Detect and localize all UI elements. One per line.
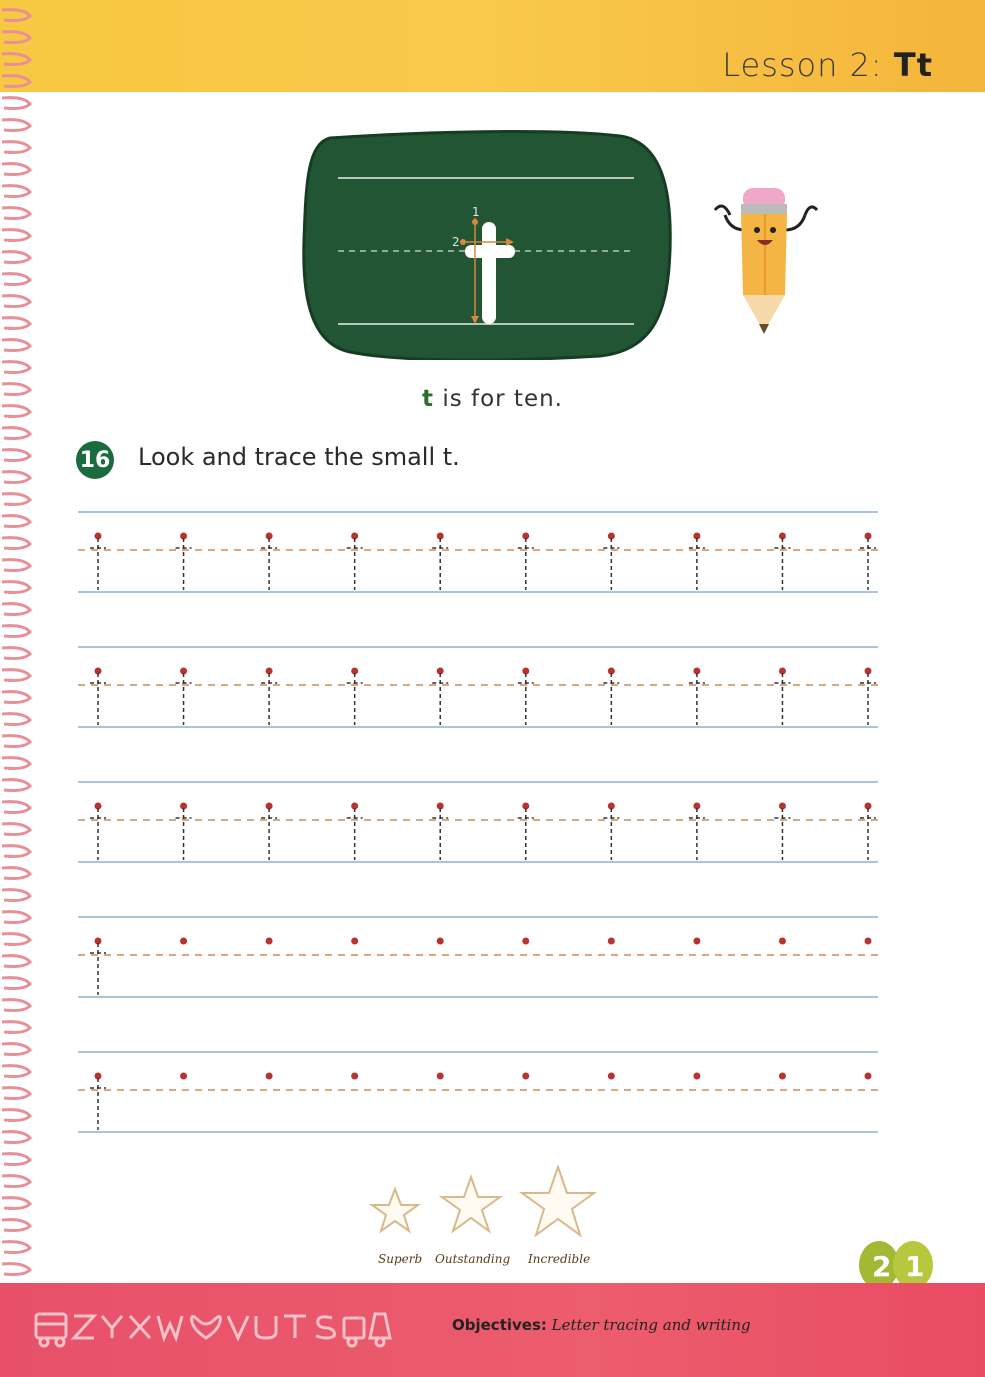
spiral-coil [2,1264,30,1275]
star-superb-icon[interactable] [372,1189,418,1231]
caption-letter: t [422,386,434,412]
spiral-coil [2,692,30,703]
spiral-coil [2,494,30,505]
spiral-coil [2,648,30,659]
chalkboard [300,130,672,360]
objectives-label: Objectives: [452,1316,547,1334]
star-label-superb: Superb [378,1252,423,1266]
star-outstanding-icon[interactable] [442,1177,500,1231]
start-dot [608,938,615,945]
stars-graphic[interactable] [360,1165,610,1245]
start-dot [608,1073,615,1080]
star-label-incredible: Incredible [528,1252,591,1266]
exercise-instruction: Look and trace the small t. [138,443,460,471]
start-dot [266,938,273,945]
spiral-coil [2,1242,30,1253]
spiral-coil [2,912,30,923]
spiral-coil [2,274,30,285]
start-dot [437,1073,444,1080]
spiral-coil [2,516,30,527]
spiral-coil [2,1154,30,1165]
spiral-coil [2,736,30,747]
start-dot [437,938,444,945]
spiral-coil [2,1220,30,1231]
caption-text: is for ten. [442,386,563,412]
start-dot [693,1073,700,1080]
spiral-coil [2,318,30,329]
rating-stars [360,1165,610,1275]
spiral-coil [2,340,30,351]
spiral-coil [2,142,30,153]
spiral-coil [2,10,30,21]
spiral-coil [2,1022,30,1033]
spiral-coil [2,296,30,307]
start-dot [351,938,358,945]
spiral-coil [2,252,30,263]
stroke-number-2: 2 [452,235,460,249]
star-incredible-icon[interactable] [522,1167,594,1235]
spiral-binding [0,0,40,1377]
spiral-coil [2,538,30,549]
start-dot [180,1073,187,1080]
alphabet-train-icon [30,1300,400,1348]
spiral-coil [2,1066,30,1077]
spiral-coil [2,76,30,87]
spiral-coil [2,670,30,681]
start-dot [351,1073,358,1080]
page-digit-1: 2 [872,1250,892,1283]
spiral-coil [2,780,30,791]
start-dot [865,938,872,945]
spiral-coil [2,714,30,725]
pencil-mascot-icon [705,170,825,345]
spiral-coil [2,868,30,879]
lesson-label: Lesson 2: [722,46,883,84]
spiral-coil [2,428,30,439]
spiral-coil [2,1088,30,1099]
objectives-description: Letter tracing and writing [551,1316,751,1334]
spiral-coil [2,560,30,571]
start-dot [779,938,786,945]
spiral-coil [2,604,30,615]
spiral-coil [2,1176,30,1187]
spiral-coil [2,956,30,967]
spiral-coil [2,32,30,43]
objectives-text [452,1316,751,1334]
spiral-coil [2,186,30,197]
spiral-coil [2,450,30,461]
spiral-coil [2,230,30,241]
start-dot [180,938,187,945]
spiral-coil [2,890,30,901]
stroke-number-1: 1 [472,205,480,219]
spiral-coil [2,1110,30,1121]
spiral-coil [2,626,30,637]
start-dot [693,938,700,945]
lesson-letters: Tt [893,46,933,84]
spiral-coil [2,802,30,813]
spiral-coil [2,846,30,857]
start-dot [522,938,529,945]
exercise-number-badge: 16 [76,441,114,479]
tracing-practice-area[interactable] [72,500,882,1160]
spiral-coil [2,934,30,945]
spiral-coil [2,120,30,131]
start-dot [522,1073,529,1080]
spiral-coil [2,472,30,483]
page-digit-2: 1 [905,1250,925,1283]
spiral-coil [2,1000,30,1011]
lesson-title [722,46,933,84]
spiral-coil [2,98,30,109]
spiral-coil [2,582,30,593]
board-caption [0,386,985,412]
spiral-coil [2,362,30,373]
spiral-coil [2,978,30,989]
spiral-coil [2,1044,30,1055]
star-label-outstanding: Outstanding [435,1252,511,1266]
start-dot [865,1073,872,1080]
start-dot [266,1073,273,1080]
spiral-coil [2,208,30,219]
start-dot [779,1073,786,1080]
spiral-coil [2,1132,30,1143]
spiral-coil [2,758,30,769]
spiral-coil [2,824,30,835]
spiral-coil [2,164,30,175]
spiral-coil [2,54,30,65]
spiral-coil [2,1198,30,1209]
